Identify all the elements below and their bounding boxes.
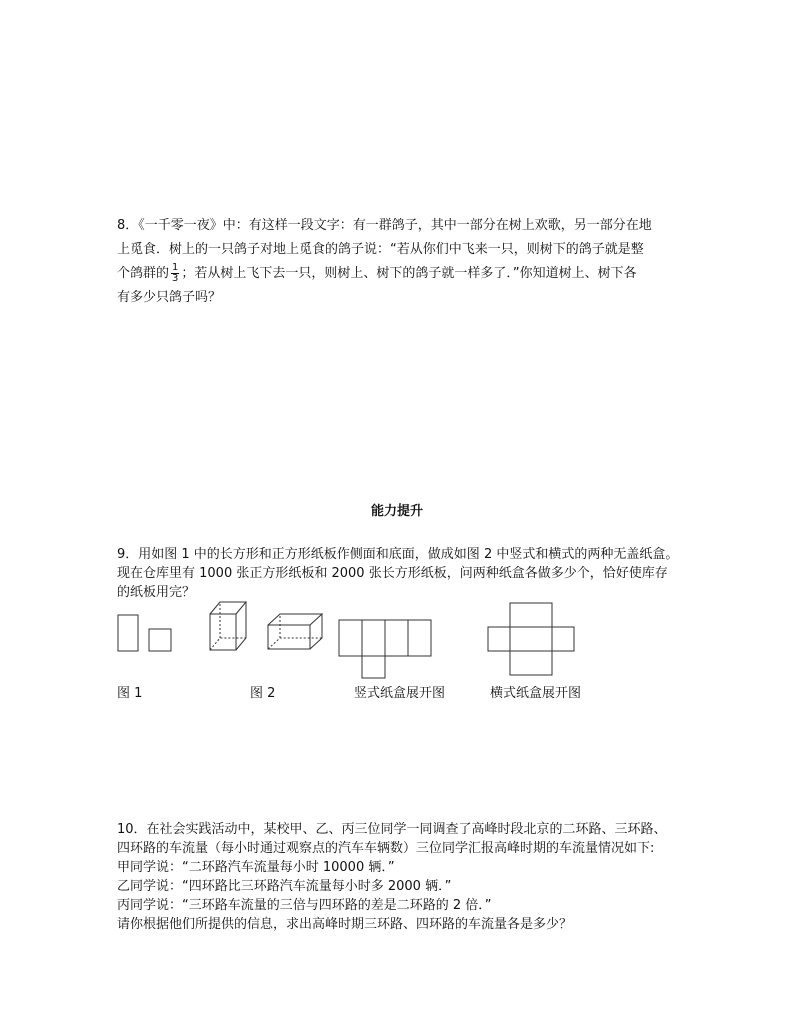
question-10 — [117, 820, 667, 934]
q8-line-2: 上觅食．树上的一只鸽子对地上觅食的鸽子说：“若从你们中飞来一只，则树下的鸽子就是整 — [117, 242, 644, 257]
q9-figures — [110, 595, 590, 680]
q10-line-6: 请你根据他们所提供的信息，求出高峰时期三环路、四环路的车流量各是多少？ — [117, 917, 573, 932]
q8-line-3-start: 个鸽群的 — [117, 266, 170, 281]
vertical-box-net — [339, 620, 431, 678]
fraction-denominator: 3 — [172, 273, 179, 284]
section-title: 能力提升 — [370, 504, 423, 519]
square-board — [149, 629, 171, 651]
caption-horizontal-net: 横式纸盒展开图 — [490, 686, 582, 701]
q9-line-2: 现在仓库里有 1000 张正方形纸板和 2000 张长方形纸板，问两种纸盒各做多少个，恰好使库存 — [117, 566, 668, 581]
rectangle-board — [118, 615, 138, 651]
q9-line-1: 9．用如图 1 中的长方形和正方形纸板作侧面和底面，做成如图 2 中竖式和横式的两种无盖纸盒。 — [117, 547, 679, 562]
q8-line-3-end: ；若从树上飞下去一只，则树上、树下的鸽子就一样多了．”你知道树上、树下各 — [181, 266, 637, 281]
q10-line-1: 10．在社会实践活动中，某校甲、乙、丙三位同学一同调查了高峰时段北京的二环路、三环路、 — [117, 822, 667, 837]
q9-line-3: 的纸板用完？ — [117, 585, 196, 600]
q8-line-3 — [117, 262, 652, 286]
horizontal-box — [268, 614, 322, 649]
q10-line-5: 丙同学说：“三环路车流量的三倍与四环路的差是二环路的 2 倍．” — [117, 898, 492, 913]
question-8 — [117, 214, 652, 310]
q8-line-4: 有多少只鸽子吗？ — [117, 290, 222, 305]
caption-figure-1: 图 1 — [117, 686, 143, 701]
q10-line-3: 甲同学说：“二环路汽车流量每小时 10000 辆．” — [117, 860, 395, 875]
q10-line-4: 乙同学说：“四环路比三环路汽车流量每小时多 2000 辆．” — [117, 879, 452, 894]
caption-figure-2: 图 2 — [250, 686, 276, 701]
q8-line-1: 8．《一千零一夜》中：有这样一段文字：有一群鸽子，其中一部分在树上欢歌，另一部分在地 — [117, 218, 652, 233]
caption-vertical-net: 竖式纸盒展开图 — [354, 686, 446, 701]
vertical-box — [210, 602, 246, 650]
horizontal-box-net — [488, 603, 574, 675]
figure-1-boards — [118, 615, 171, 651]
q10-line-2: 四环路的车流量（每小时通过观察点的汽车车辆数）三位同学汇报高峰时期的车流量情况如下: — [117, 841, 655, 856]
fraction-numerator: 1 — [172, 262, 179, 273]
fraction-one-third — [171, 263, 179, 284]
question-9 — [117, 545, 678, 602]
